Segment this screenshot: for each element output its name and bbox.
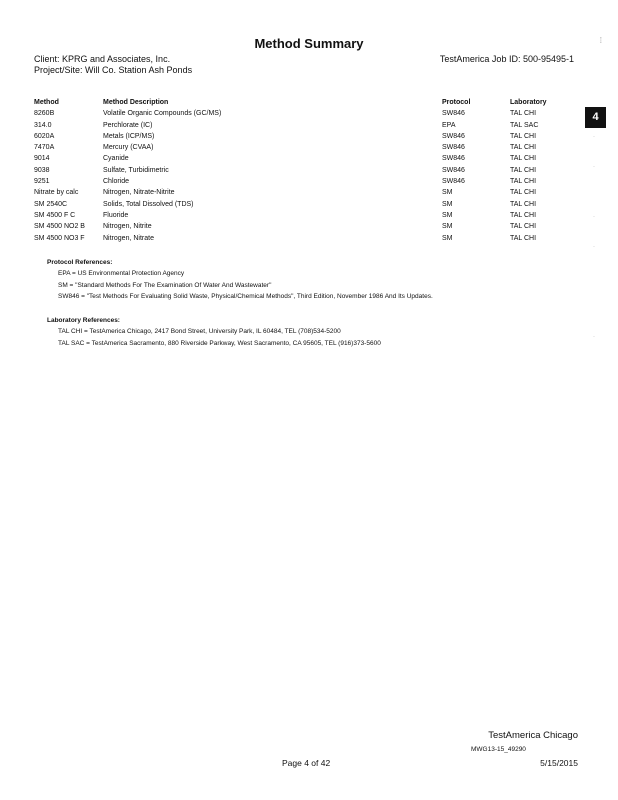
cell-description: Sulfate, Turbidimetric <box>103 166 169 174</box>
cell-description: Nitrogen, Nitrate-Nitrite <box>103 189 175 197</box>
table-row <box>34 199 570 210</box>
cell-description: Cyanide <box>103 155 129 163</box>
cell-protocol: SM <box>442 223 453 231</box>
cell-method: 314.0 <box>34 121 52 129</box>
cell-method: Nitrate by calc <box>34 189 79 197</box>
cell-description: Mercury (CVAA) <box>103 144 154 152</box>
cell-protocol: SM <box>442 234 453 242</box>
cell-description: Nitrogen, Nitrate <box>103 234 154 242</box>
cell-laboratory: TAL CHI <box>510 132 537 140</box>
cell-method: SM 4500 F C <box>34 211 76 219</box>
cell-protocol: SW846 <box>442 166 465 174</box>
cell-description: Nitrogen, Nitrite <box>103 223 152 231</box>
laboratory-references <box>47 315 381 349</box>
cell-method: 9251 <box>34 178 50 186</box>
cell-protocol: SM <box>442 189 453 197</box>
cell-laboratory: TAL CHI <box>510 144 537 152</box>
method-table <box>34 97 570 244</box>
corner-mark: ⁞ <box>599 36 602 45</box>
header-description: Method Description <box>103 99 169 106</box>
laboratory-reference-line: TAL CHI = TestAmerica Chicago, 2417 Bond Street, University Park, IL 60484, TEL (708)534-5200 <box>58 328 341 336</box>
cell-laboratory: TAL CHI <box>510 178 537 186</box>
page-number: Page 4 of 42 <box>282 758 331 768</box>
job-id: TestAmerica Job ID: 500-95495-1 <box>439 54 574 64</box>
header-method: Method <box>34 99 59 106</box>
protocol-reference-line: SM = "Standard Methods For The Examination Of Water And Wastewater" <box>58 281 272 289</box>
table-row <box>34 187 570 198</box>
cell-method: 9014 <box>34 155 50 163</box>
edge-mark: · <box>593 164 595 170</box>
cell-description: Perchlorate (IC) <box>103 121 153 129</box>
protocol-reference-line: EPA = US Environmental Protection Agency <box>58 270 185 278</box>
protocol-references-heading: Protocol References: <box>47 259 113 266</box>
table-row <box>34 210 570 221</box>
cell-protocol: SW846 <box>442 132 465 140</box>
cell-method: 9038 <box>34 166 50 174</box>
cell-protocol: SM <box>442 200 453 208</box>
project-site: Project/Site: Will Co. Station Ash Ponds <box>34 65 193 75</box>
table-row <box>34 108 570 119</box>
cell-description: Volatile Organic Compounds (GC/MS) <box>103 110 222 118</box>
table-row <box>34 233 570 244</box>
protocol-reference-line: SW846 = "Test Methods For Evaluating Solid Waste, Physical/Chemical Methods", Third Edition, November 1986 And Its Updates. <box>58 292 433 300</box>
table-row <box>34 120 570 131</box>
cell-method: SM 4500 NO2 B <box>34 223 85 231</box>
section-tab: 4 <box>585 107 606 128</box>
cell-laboratory: TAL CHI <box>510 223 537 231</box>
cell-laboratory: TAL CHI <box>510 189 537 197</box>
cell-description: Chloride <box>103 178 130 186</box>
table-row <box>34 165 570 176</box>
cell-protocol: SW846 <box>442 144 465 152</box>
header-protocol: Protocol <box>442 99 471 106</box>
cell-protocol: SW846 <box>442 155 465 163</box>
edge-mark: · <box>593 134 595 140</box>
table-row <box>34 142 570 153</box>
footer-company: TestAmerica Chicago <box>488 730 578 741</box>
cell-laboratory: TAL CHI <box>510 211 537 219</box>
edge-mark: · <box>593 244 595 250</box>
laboratory-reference-line: TAL SAC = TestAmerica Sacramento, 880 Riverside Parkway, West Sacramento, CA 95605, TEL (916)373-5600 <box>58 339 381 347</box>
footer-date: 5/15/2015 <box>540 758 578 768</box>
cell-description: Metals (ICP/MS) <box>103 132 155 140</box>
header-laboratory: Laboratory <box>510 99 547 106</box>
edge-marks <box>593 134 603 354</box>
cell-method: SM 4500 NO3 F <box>34 234 85 242</box>
cell-method: 7470A <box>34 144 55 152</box>
cell-method: 6020A <box>34 132 55 140</box>
cell-method: 8260B <box>34 110 55 118</box>
protocol-references <box>47 257 433 302</box>
cell-laboratory: TAL CHI <box>510 234 537 242</box>
cell-protocol: SW846 <box>442 110 465 118</box>
cell-laboratory: TAL SAC <box>510 121 539 129</box>
cell-method: SM 2540C <box>34 200 68 208</box>
cell-description: Fluoride <box>103 211 129 219</box>
table-header-row <box>34 97 570 108</box>
table-row <box>34 153 570 164</box>
footer-doc-number: MWG13-15_49290 <box>471 746 526 753</box>
table-row <box>34 221 570 232</box>
cell-laboratory: TAL CHI <box>510 155 537 163</box>
edge-mark: · <box>593 214 595 220</box>
cell-protocol: SW846 <box>442 178 465 186</box>
cell-protocol: SM <box>442 211 453 219</box>
laboratory-references-heading: Laboratory References: <box>47 317 120 324</box>
cell-laboratory: TAL CHI <box>510 110 537 118</box>
cell-description: Solids, Total Dissolved (TDS) <box>103 200 194 208</box>
page-title: Method Summary <box>254 36 364 51</box>
cell-laboratory: TAL CHI <box>510 166 537 174</box>
cell-laboratory: TAL CHI <box>510 200 537 208</box>
edge-mark: · <box>593 334 595 340</box>
client-name: Client: KPRG and Associates, Inc. <box>34 54 171 64</box>
table-row <box>34 176 570 187</box>
client-info <box>34 54 192 76</box>
table-row <box>34 131 570 142</box>
cell-protocol: EPA <box>442 121 456 129</box>
